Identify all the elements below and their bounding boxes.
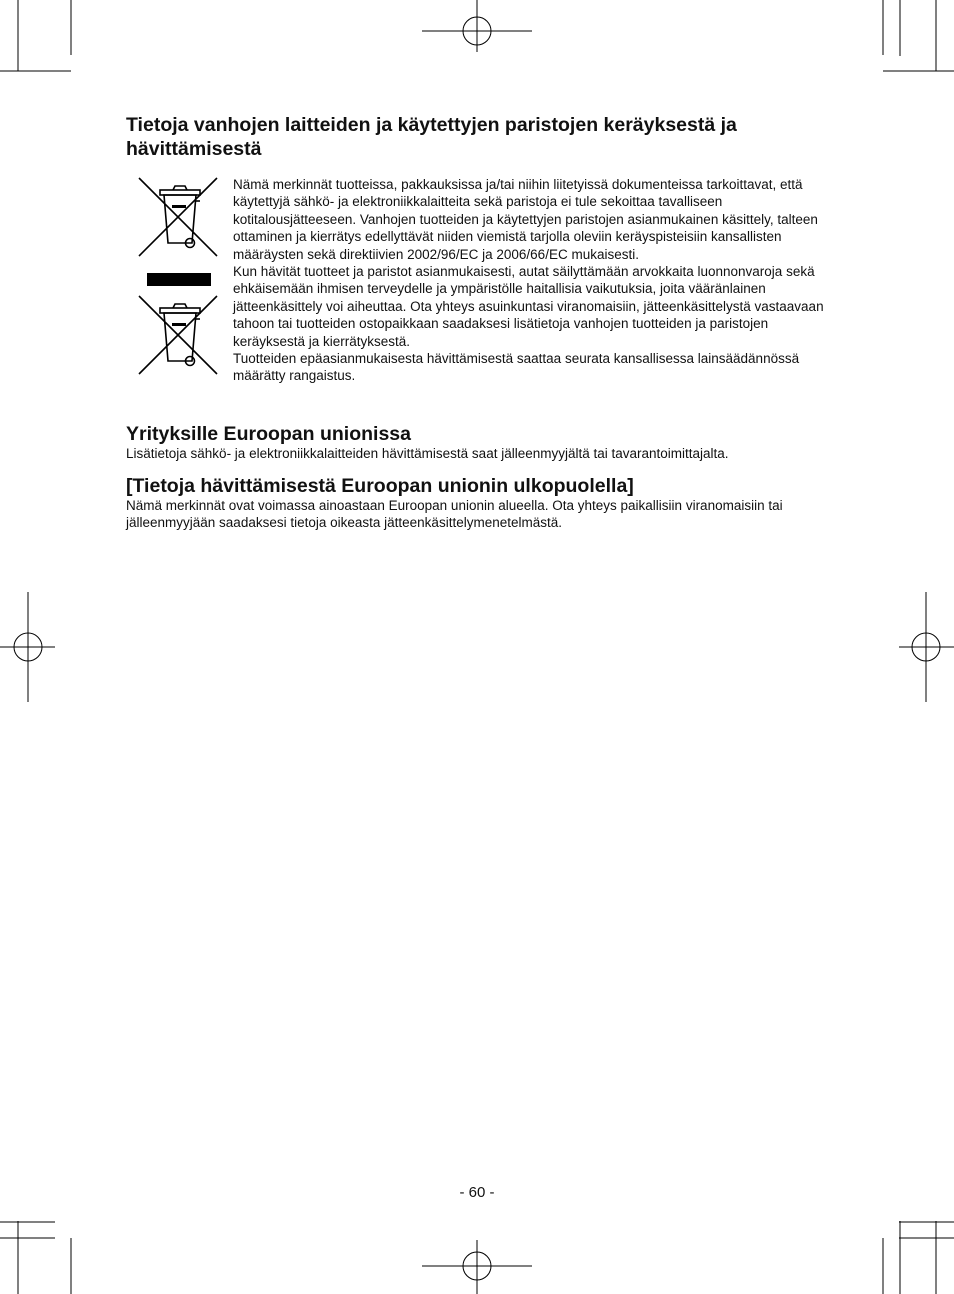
crossed-out-wheelie-bin-icon [138,177,218,259]
page-title: Tietoja vanhojen laitteiden ja käytettyjen paristojen keräyksestä ja hävittämisestä [126,114,737,160]
section-text-outside-eu: Nämä merkinnät ovat voimassa ainoastaan Euroopan unionin alueella. Ota yhteys paikallisiin viranomaisiin tai jälleenmyyjään saadaksesi tietoja oikeasta jätteenkäsittelymenetelmästä. [126,498,783,531]
intro-paragraph: Tuotteiden epäasianmukaisesta hävittämisestä saattaa seurata kansallisessa lainsäädännössä määrätty rangaistus. [233,351,800,384]
crossed-out-wheelie-bin-icon [138,295,218,377]
section-heading-outside-eu: [Tietoja hävittämisestä Euroopan unionin ulkopuolella] [126,475,634,497]
section-text-eu: Lisätietoja sähkö- ja elektroniikkalaitteiden hävittämisestä saat jälleenmyyjältä tai tavarantoimittajalta. [126,446,729,461]
intro-paragraph: Kun hävität tuotteet ja paristot asianmukaisesti, autat säilyttämään arvokkaita luonnonvaroja sekä ehkäisemään ihmisen terveydelle ja ympäristölle haitallisia vaikutuksia, joita vääränlainen jätteenkäsittely voi aiheuttaa. Ota yhteys asuinkuntasi viranomaisiin, jätteenkäsittelystä vastaavaan tahoon tai tuotteiden ostopaikkaan saadaksesi lisätietoja vanhojen tuotteiden ja paristojen keräyksestä ja kierrätyksestä. [233,264,824,349]
intro-text [233,176,833,385]
bar-marker [147,273,211,286]
intro-paragraph: Nämä merkinnät tuotteissa, pakkauksissa ja/tai niihin liitetyissä dokumenteissa tarkoittavat, että käytettyjä sähkö- ja elektroniikkalaitteita sekä paristoja ei tule sekoittaa tavalliseen kotitalousjätteeseen. Vanhojen tuotteiden ja käytettyjen paristojen asianmukainen käsittely, talteen ottaminen ja kierrätys edellyttävät niiden viemistä tarjolla oleviin keräyspisteisiin kansallisten määräysten sekä direktiivien 2002/96/EC ja 2006/66/EC mukaisesti. [233,177,818,262]
weee-symbols [138,177,218,377]
page-number: - 60 - [459,1184,495,1201]
section-heading-eu: Yrityksille Euroopan unionissa [126,423,411,445]
